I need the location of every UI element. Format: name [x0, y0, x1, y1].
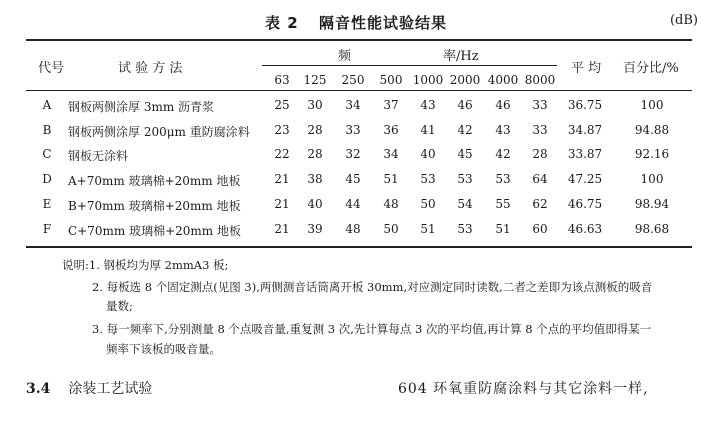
row-value: 51 — [420, 222, 436, 236]
row-method: A+70mm 玻璃棉+20mm 地板 — [68, 174, 241, 188]
row-value: 36 — [383, 123, 399, 137]
note-2-line-1: 2. 每板选 8 个固定测点(见图 3),两侧测音话筒离开板 30mm,对应测定同时读数,二者之差即为该点测板的吸音 — [92, 280, 653, 294]
row-value: 34 — [383, 147, 399, 161]
row-value: 33 — [532, 98, 548, 112]
row-value: 32 — [345, 147, 361, 161]
table-number: 表 2 — [265, 14, 299, 32]
header-freq-left: 频 — [338, 49, 352, 64]
row-value: 41 — [420, 123, 436, 137]
table-top-rule — [26, 39, 692, 41]
row-average: 47.25 — [567, 172, 603, 186]
row-value: 53 — [457, 222, 473, 236]
row-percent: 92.16 — [634, 147, 670, 161]
row-percent: 94.88 — [634, 123, 670, 137]
row-code: E — [42, 197, 52, 211]
section-title: 涂装工艺试验 — [68, 381, 153, 397]
header-bottom-rule — [26, 90, 692, 91]
table-title — [0, 12, 712, 33]
section-heading — [26, 378, 152, 398]
header-code: 代号 — [38, 61, 65, 76]
row-value: 53 — [420, 172, 436, 186]
row-value: 60 — [532, 222, 548, 236]
row-average: 46.75 — [567, 197, 603, 211]
row-value: 51 — [495, 222, 511, 236]
row-code: D — [42, 172, 52, 186]
row-value: 28 — [307, 123, 323, 137]
freq-header-cell: 4000 — [487, 73, 519, 87]
row-value: 42 — [457, 123, 473, 137]
row-average: 36.75 — [567, 98, 603, 112]
row-value: 30 — [307, 98, 323, 112]
header-average: 平 均 — [571, 61, 602, 76]
row-value: 38 — [307, 172, 323, 186]
row-value: 28 — [307, 147, 323, 161]
freq-header-cell: 2000 — [449, 73, 481, 87]
row-value: 34 — [345, 98, 361, 112]
row-value: 21 — [274, 172, 290, 186]
row-value: 37 — [383, 98, 399, 112]
row-value: 48 — [383, 197, 399, 211]
row-value: 28 — [532, 147, 548, 161]
row-value: 45 — [345, 172, 361, 186]
row-code: B — [42, 123, 52, 137]
row-average: 46.63 — [567, 222, 603, 236]
freq-header-cell: 250 — [341, 73, 365, 87]
row-value: 22 — [274, 147, 290, 161]
row-percent: 98.68 — [634, 222, 670, 236]
row-percent: 98.94 — [634, 197, 670, 211]
row-method: C+70mm 玻璃棉+20mm 地板 — [68, 224, 241, 238]
row-value: 43 — [420, 98, 436, 112]
row-value: 43 — [495, 123, 511, 137]
row-value: 62 — [532, 197, 548, 211]
note-2-line-2: 量数; — [106, 299, 133, 313]
table-unit: (dB) — [669, 13, 698, 28]
note-3-line-1: 3. 每一频率下,分别测量 8 个点吸音量,重复测 3 次,先计算每点 3 次的平均值,再计算 8 个点的平均值即得某一 — [92, 322, 652, 336]
row-method: B+70mm 玻璃棉+20mm 地板 — [68, 199, 241, 213]
freq-header-cell: 8000 — [524, 73, 556, 87]
header-percent: 百分比/% — [623, 61, 679, 76]
row-method: 钢板无涂料 — [68, 149, 129, 163]
header-freq-right: 率/Hz — [443, 49, 479, 64]
row-value: 64 — [532, 172, 548, 186]
row-percent: 100 — [640, 98, 664, 112]
row-value: 50 — [383, 222, 399, 236]
notes-label: 说明: — [62, 258, 89, 272]
section-number: 3.4 — [26, 381, 51, 397]
note-3-line-2: 频率下该板的吸音量。 — [106, 342, 221, 356]
row-value: 46 — [457, 98, 473, 112]
freq-sub-rule — [262, 65, 557, 66]
row-method: 钢板两侧涂厚 200μm 重防腐涂料 — [68, 125, 250, 139]
row-value: 51 — [383, 172, 399, 186]
header-method: 试 验 方 法 — [118, 61, 183, 76]
row-value: 39 — [307, 222, 323, 236]
row-code: A — [42, 98, 52, 112]
row-code: C — [42, 147, 52, 161]
table-bottom-rule — [26, 246, 692, 248]
freq-header-cell: 1000 — [412, 73, 444, 87]
row-value: 53 — [495, 172, 511, 186]
freq-header-cell: 500 — [379, 73, 403, 87]
table-title-text: 隔音性能试验结果 — [318, 14, 447, 32]
row-value: 55 — [495, 197, 511, 211]
row-value: 25 — [274, 98, 290, 112]
freq-header-cell: 63 — [274, 73, 290, 87]
row-value: 23 — [274, 123, 290, 137]
row-average: 34.87 — [567, 123, 603, 137]
row-value: 33 — [345, 123, 361, 137]
body-text-continuation: 604 环氧重防腐涂料与其它涂料一样, — [398, 381, 649, 397]
row-value: 54 — [457, 197, 473, 211]
row-code: F — [42, 222, 52, 236]
row-value: 40 — [307, 197, 323, 211]
row-percent: 100 — [640, 172, 664, 186]
row-value: 21 — [274, 222, 290, 236]
row-value: 42 — [495, 147, 511, 161]
row-value: 53 — [457, 172, 473, 186]
row-value: 44 — [345, 197, 361, 211]
row-value: 45 — [457, 147, 473, 161]
row-value: 46 — [495, 98, 511, 112]
row-value: 33 — [532, 123, 548, 137]
row-value: 50 — [420, 197, 436, 211]
row-value: 21 — [274, 197, 290, 211]
row-value: 40 — [420, 147, 436, 161]
note-1: 说明:1. 钢板均为厚 2mmA3 板; — [62, 258, 229, 272]
row-method: 钢板两侧涂厚 3mm 沥青浆 — [68, 100, 215, 114]
row-value: 48 — [345, 222, 361, 236]
freq-header-cell: 125 — [303, 73, 327, 87]
row-average: 33.87 — [567, 147, 603, 161]
